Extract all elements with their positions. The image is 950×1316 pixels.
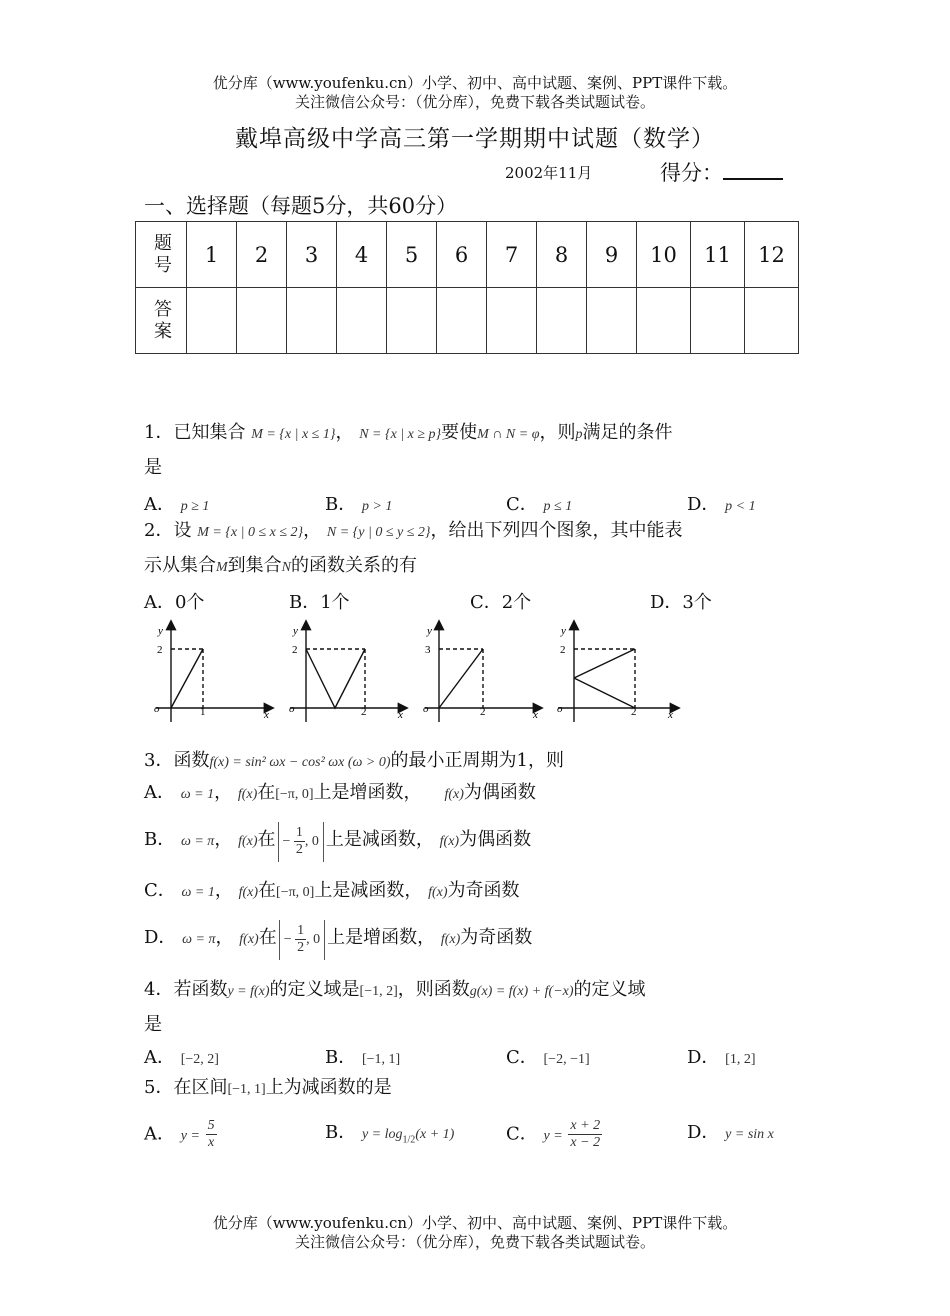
option-text: 为奇函数	[460, 927, 533, 948]
q2-set-n: N = {y | 0 ≤ y ≤ 2}	[326, 525, 431, 540]
score-label: 得分：	[660, 161, 723, 185]
q1-text: ，则	[539, 422, 576, 443]
q5-number: 5．	[144, 1077, 174, 1098]
option-fx: f(x)	[440, 932, 461, 947]
answer-table	[135, 221, 799, 354]
q3-text: 的最小正周期为1，则	[390, 750, 564, 771]
q-number-cell: 12	[745, 222, 799, 288]
option-text: 在	[257, 782, 276, 803]
answer-cell[interactable]	[237, 288, 287, 354]
option-label: C．	[506, 1047, 538, 1068]
fraction-den: 2	[297, 940, 305, 956]
q-number-cell: 3	[287, 222, 337, 288]
q2-option-d[interactable]: D．3个	[650, 592, 712, 613]
q4-number: 4．	[144, 979, 174, 1000]
option-interval	[279, 920, 325, 960]
q1-condition: M ∩ N = φ	[477, 427, 540, 442]
graph-2	[290, 622, 406, 722]
option-label: B．	[325, 1047, 357, 1068]
option-label: C．	[506, 494, 538, 515]
graph-1-y-label: y	[158, 625, 163, 637]
option-label: D．	[687, 1122, 720, 1143]
footer-line-2: 关注微信公众号：（优分库），免费下载各类试题试卷。	[294, 1233, 655, 1251]
answer-cell[interactable]	[691, 288, 745, 354]
q3-text: 函数	[173, 750, 210, 771]
q1-stem	[144, 420, 672, 448]
interval-end: , 0	[306, 932, 321, 947]
graph-2-x-label: x	[398, 709, 403, 721]
row-label-question: 题号	[136, 222, 187, 288]
q3-option-a[interactable]: A． ω = 1， f(x)在[−π, 0]上是增函数， f(x)为偶函数	[144, 782, 536, 803]
graph-2-y-label: y	[293, 625, 298, 637]
option-label: B．	[325, 494, 357, 515]
option-math: y = sin x	[725, 1127, 774, 1142]
q3-function: f(x) = sin² ωx − cos² ωx (ω > 0)	[209, 755, 391, 770]
option-label: A．	[144, 1047, 175, 1068]
header-line-2: 关注微信公众号：（优分库），免费下载各类试题试卷。	[294, 93, 655, 111]
q4-option-d[interactable]	[687, 1043, 756, 1069]
option-math: p > 1	[361, 499, 393, 514]
option-label: B．	[325, 1122, 357, 1143]
score-field	[660, 157, 783, 187]
answer-cell[interactable]	[337, 288, 387, 354]
option-fx: f(x)	[238, 885, 259, 900]
q1-stem-cont: 是	[144, 457, 162, 478]
q3-option-c[interactable]: C． ω = 1， f(x)在[−π, 0]上是减函数， f(x)为奇函数	[144, 880, 520, 901]
q-number-cell: 2	[237, 222, 287, 288]
graph-4-x-tick: 2	[631, 706, 637, 718]
answer-cell[interactable]	[587, 288, 637, 354]
q3-number: 3．	[144, 750, 174, 771]
q2-set-m: M = {x | 0 ≤ x ≤ 2}	[197, 525, 304, 540]
q1-option-a[interactable]	[144, 490, 209, 516]
exam-date: 2002年11月	[505, 164, 593, 182]
q-number-cell: 4	[337, 222, 387, 288]
q1-text: 满足的条件	[582, 422, 673, 443]
option-text: 为奇函数	[447, 880, 520, 901]
option-log: y = log	[361, 1127, 403, 1142]
q4-text: 的定义域是	[269, 979, 360, 1000]
graph-3-y-label: y	[427, 625, 432, 637]
q1-text: 要使	[441, 422, 478, 443]
option-omega: ω = 1	[181, 885, 215, 900]
q-number-cell: 6	[437, 222, 487, 288]
q1-number: 1．	[144, 422, 174, 443]
option-text: 为偶函数	[459, 829, 532, 850]
graph-2-y-tick: 2	[292, 644, 298, 656]
q4-function: y = f(x)	[227, 984, 270, 999]
fraction-num: 1	[295, 825, 303, 841]
interval-end: , 0	[304, 834, 319, 849]
option-omega: ω = π	[182, 932, 216, 947]
option-label: C．	[506, 1123, 538, 1145]
q2-text: 的函数关系的有	[291, 555, 418, 576]
section-heading: 一、选择题（每题5分，共60分）	[144, 194, 458, 218]
header-line-1: 优分库（www.youfenku.cn）小学、初中、高中试题、案例、PPT课件下载。	[212, 74, 738, 92]
graph-1-x-tick: 1	[200, 706, 206, 718]
q2-stem-cont	[144, 553, 417, 581]
exam-title: 戴埠高级中学高三第一学期期中试题（数学）	[235, 126, 715, 152]
q5-option-c[interactable]	[506, 1118, 602, 1151]
q3-stem	[144, 748, 564, 776]
graph-1-x-label: x	[264, 709, 269, 721]
answer-cell[interactable]	[487, 288, 537, 354]
fraction-den: 2	[295, 842, 303, 858]
fraction	[295, 923, 306, 956]
q5-text: 在区间	[173, 1077, 228, 1098]
option-math: [−1, 1]	[361, 1052, 401, 1067]
option-label: C．	[144, 880, 176, 901]
q1-set-n: N = {x | x ≥ p}	[359, 427, 442, 442]
q5-option-d[interactable]	[687, 1118, 774, 1144]
graph-3-x-label: x	[533, 709, 538, 721]
option-fx: f(x)	[238, 834, 258, 849]
q2-m: M	[216, 560, 228, 575]
q5-text: 上为减函数的是	[265, 1077, 392, 1098]
option-fx: f(x)	[237, 787, 258, 802]
fraction	[568, 1118, 602, 1151]
q2-option-a[interactable]: A．0个	[144, 592, 205, 613]
option-interval: [−π, 0]	[276, 885, 315, 900]
graph-1	[156, 622, 272, 722]
answer-cell[interactable]	[437, 288, 487, 354]
option-label: B．	[144, 829, 176, 850]
answer-cell[interactable]	[187, 288, 237, 354]
q-number-cell: 1	[187, 222, 237, 288]
q2-graphs	[140, 618, 700, 726]
option-math: [1, 2]	[725, 1052, 756, 1067]
interval-minus: −	[283, 932, 292, 947]
q4-text: 的定义域	[573, 979, 646, 1000]
graph-3-x-tick: 2	[480, 706, 486, 718]
answer-cell[interactable]	[637, 288, 691, 354]
table-row-numbers	[136, 222, 799, 288]
fraction-num: 1	[297, 923, 305, 939]
option-fx: f(x)	[439, 834, 460, 849]
fraction-den: x	[208, 1135, 215, 1150]
fraction	[206, 1118, 217, 1151]
option-math: p ≥ 1	[180, 499, 210, 514]
fraction-den: x − 2	[570, 1135, 601, 1150]
q4-stem-cont: 是	[144, 1014, 162, 1035]
option-fx: f(x)	[239, 932, 259, 947]
q3-option-b[interactable]: B． ω = π， f(x)在 − $\frac{1}{2}$ , 0 上是减函数， f(x)为偶函数	[144, 820, 531, 862]
q5-stem	[144, 1075, 392, 1103]
q1-option-c[interactable]	[506, 490, 572, 516]
option-label: D．	[687, 1047, 720, 1068]
graph-4-y-tick: 2	[560, 644, 566, 656]
q-number-cell: 10	[637, 222, 691, 288]
q5-option-a[interactable]	[144, 1118, 217, 1151]
option-lhs: y =	[543, 1128, 563, 1144]
graph-2-x-tick: 2	[361, 706, 367, 718]
score-blank[interactable]	[723, 160, 783, 180]
option-log-base: 1/2	[402, 1134, 416, 1146]
option-log-arg: (x + 1)	[415, 1127, 455, 1142]
q2-number: 2．	[144, 520, 174, 541]
q1-text: 已知集合	[173, 422, 246, 443]
q-number-cell: 11	[691, 222, 745, 288]
graph-4	[558, 622, 678, 722]
fraction	[294, 825, 305, 858]
q2-option-c[interactable]: C．2个	[470, 592, 532, 613]
q3-option-d[interactable]: D． ω = π， f(x)在 − $\frac{1}{2}$ , 0 上是增函数， f(x)为奇函数	[144, 918, 532, 960]
q-number-cell: 9	[587, 222, 637, 288]
q4-option-b[interactable]	[325, 1043, 400, 1069]
q4-stem	[144, 977, 646, 1005]
interval-minus: −	[282, 834, 291, 849]
q1-comma: ，	[335, 422, 354, 443]
option-math: p ≤ 1	[543, 499, 573, 514]
q5-option-b[interactable]	[325, 1118, 454, 1146]
option-label: A．	[144, 782, 175, 803]
option-text: 在	[258, 927, 277, 948]
q5-interval: [−1, 1]	[227, 1082, 266, 1097]
q4-g-function: g(x) = f(x) + f(−x)	[469, 984, 574, 999]
answer-cell[interactable]	[387, 288, 437, 354]
option-text: 在	[258, 880, 277, 901]
graph-3-origin: o	[423, 703, 429, 715]
graph-4-origin: o	[557, 703, 563, 715]
option-fx: f(x)	[444, 787, 464, 802]
q1-set-m: M = {x | x ≤ 1}	[251, 427, 336, 442]
graph-1-origin: o	[154, 703, 160, 715]
option-omega: ω = 1	[180, 787, 215, 802]
answer-cell[interactable]	[537, 288, 587, 354]
table-row-answers	[136, 288, 799, 354]
q4-option-c[interactable]	[506, 1043, 590, 1069]
option-label: D．	[687, 494, 720, 515]
q-number-cell: 5	[387, 222, 437, 288]
graph-4-x-label: x	[668, 709, 673, 721]
q-number-cell: 7	[487, 222, 537, 288]
q2-option-b[interactable]: B．1个	[289, 592, 350, 613]
footer-line-1: 优分库（www.youfenku.cn）小学、初中、高中试题、案例、PPT课件下载。	[212, 1214, 738, 1232]
option-math: [−2, 2]	[180, 1052, 219, 1067]
option-text: 上是减函数，	[314, 880, 423, 901]
q4-text: ，则函数	[397, 979, 470, 1000]
graph-2-origin: o	[289, 703, 295, 715]
q1-p: p	[575, 427, 583, 442]
option-label: D．	[144, 927, 177, 948]
graph-1-y-tick: 2	[157, 644, 163, 656]
q1-option-b[interactable]	[325, 490, 392, 516]
option-omega: ω = π	[180, 834, 215, 849]
option-text: 上是增函数，	[313, 782, 422, 803]
option-lhs: y =	[180, 1128, 200, 1144]
option-label: A．	[144, 494, 175, 515]
option-math: p < 1	[725, 499, 756, 514]
graph-3-y-tick: 3	[425, 644, 431, 656]
q4-text: 若函数	[173, 979, 228, 1000]
q4-option-a[interactable]	[144, 1043, 219, 1069]
option-text: 上是减函数，	[325, 829, 434, 850]
option-math: [−2, −1]	[543, 1052, 590, 1067]
q-number-cell: 8	[537, 222, 587, 288]
fraction-num: x + 2	[570, 1118, 601, 1133]
row-label-answer: 答案	[136, 288, 187, 354]
graph-4-y-label: y	[561, 625, 566, 637]
q2-text: 设	[173, 520, 192, 541]
option-text: 上是增函数，	[327, 927, 436, 948]
answer-cell[interactable]	[287, 288, 337, 354]
q2-text: 示从集合	[144, 555, 216, 576]
answer-cell[interactable]	[745, 288, 799, 354]
option-fx: f(x)	[428, 885, 448, 900]
q2-text: 到集合	[227, 555, 282, 576]
option-interval	[278, 822, 324, 862]
option-interval: [−π, 0]	[275, 787, 314, 802]
q2-stem: 2．设 M = {x | 0 ≤ x ≤ 2}， N = {y | 0 ≤ y ≤ 2}，给出下列四个图象，其中能表	[144, 520, 683, 541]
q2-n: N	[281, 560, 292, 575]
q2-text: ，给出下列四个图象，其中能表	[430, 520, 683, 541]
q4-domain: [−1, 2]	[359, 984, 398, 999]
option-text: 在	[257, 829, 276, 850]
fraction-num: 5	[207, 1118, 215, 1133]
option-text: 为偶函数	[463, 782, 536, 803]
option-label: A．	[144, 1123, 175, 1145]
q1-option-d[interactable]	[687, 490, 756, 516]
